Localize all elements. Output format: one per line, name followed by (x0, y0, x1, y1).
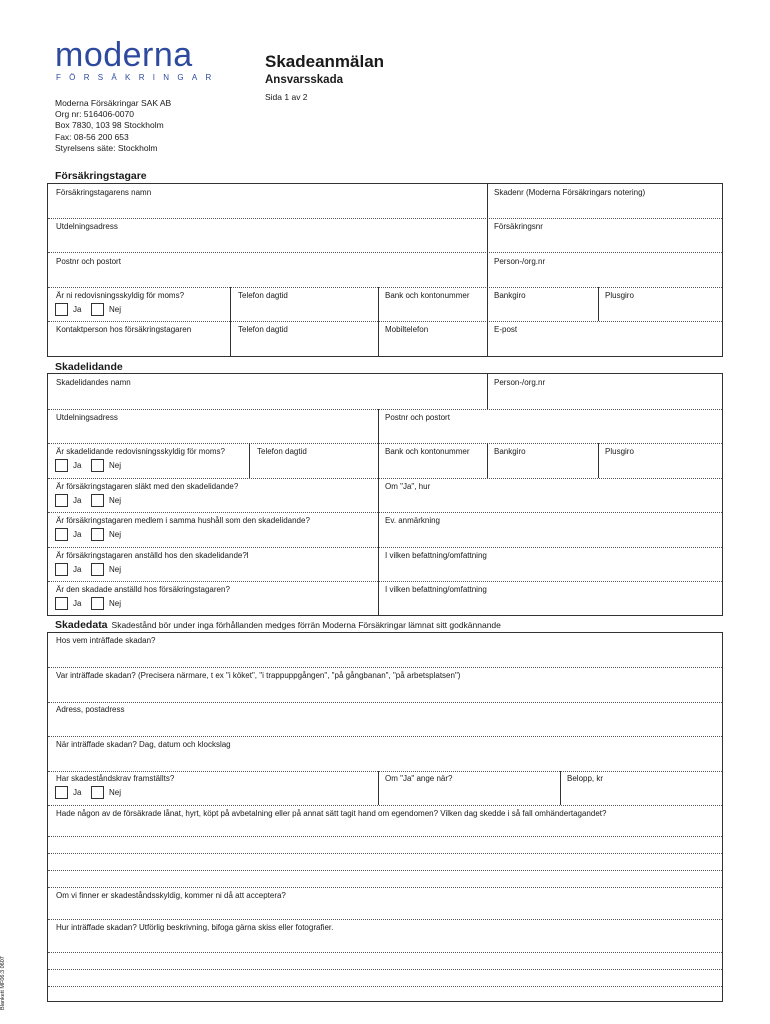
how-field[interactable]: Hur inträffade skadan? Utförlig beskrivning, bifoga gärna skiss eller fotografier. (56, 923, 334, 932)
household-question: Är försäkringstagaren medlem i samma hushåll som den skadelidande? (56, 516, 310, 525)
injured-bankgiro-field[interactable]: Bankgiro (494, 447, 526, 456)
claim-question: Har skadeståndskrav framställts? (56, 774, 175, 783)
form-code: Blankett MF06:3 0607 (0, 956, 6, 1010)
injured-postal-field[interactable]: Postnr och postort (385, 413, 450, 422)
injured-phone-field[interactable]: Telefon dagtid (257, 447, 307, 456)
injured-vat-no-checkbox[interactable] (91, 459, 104, 472)
policyholder-postal-field[interactable]: Postnr och postort (56, 257, 121, 266)
company-org-nr: Org nr: 516406-0070 (55, 109, 134, 120)
section-heading-policyholder: Försäkringstagare (55, 170, 147, 182)
employed-yes-checkbox[interactable] (55, 563, 68, 576)
injured-person-number-field[interactable]: Person-/org.nr (494, 378, 546, 387)
employed-no-checkbox[interactable] (91, 563, 104, 576)
related-how-field[interactable]: Om "Ja", hur (385, 482, 431, 491)
related-no-label: Nej (109, 496, 122, 505)
damage-data-title: Skadedata (55, 619, 108, 631)
policyholder-plusgiro-field[interactable]: Plusgiro (605, 291, 634, 300)
where-who-field[interactable]: Hos vem inträffade skadan? (56, 636, 156, 645)
household-yes-label: Ja (73, 530, 82, 539)
page-number: Sida 1 av 2 (265, 92, 308, 102)
borrowed-field[interactable]: Hade någon av de försäkrade lånat, hyrt, köpt på avbetalning eller på annat sätt tagit hand om egendomen? Vilken dag skedde i så fall omhändertagandet? (56, 809, 607, 818)
policyholder-bankgiro-field[interactable]: Bankgiro (494, 291, 526, 300)
damage-address-field[interactable]: Adress, postadress (56, 705, 125, 714)
document-title: Skadeanmälan (265, 52, 385, 71)
contact-phone-field[interactable]: Telefon dagtid (238, 325, 288, 334)
policyholder-bank-field[interactable]: Bank och kontonummer (385, 291, 470, 300)
employed-no-label: Nej (109, 565, 122, 574)
employed2-role-field[interactable]: I vilken befattning/omfattning (385, 585, 487, 594)
injured-name-field[interactable]: Skadelidandes namn (56, 378, 131, 387)
employed2-no-checkbox[interactable] (91, 597, 104, 610)
employed-question: Är försäkringstagaren anställd hos den skadelidande?l (56, 551, 249, 560)
employed2-question: Är den skadade anställd hos försäkringstagaren? (56, 585, 230, 594)
company-address: Box 7830, 103 98 Stockholm (55, 120, 164, 131)
policyholder-vat-question: Är ni redovisningsskyldig för moms? (56, 291, 185, 300)
policyholder-name-field[interactable]: Försäkringstagarens namn (56, 188, 152, 197)
policyholder-section (47, 183, 723, 357)
contact-person-field[interactable]: Kontaktperson hos försäkringstagaren (56, 325, 192, 334)
section-heading-injured-party: Skadelidande (55, 361, 123, 373)
claim-yes-label: Ja (73, 788, 82, 797)
claim-when-field[interactable]: Om "Ja" ange när? (385, 774, 453, 783)
policyholder-vat-no-checkbox[interactable] (91, 303, 104, 316)
policyholder-vat-yes-checkbox[interactable] (55, 303, 68, 316)
remark-field[interactable]: Ev. anmärkning (385, 516, 440, 525)
when-field[interactable]: När inträffade skadan? Dag, datum och klockslag (56, 740, 231, 749)
where-field[interactable]: Var inträffade skadan? (Precisera närmare, t ex "i köket", "i trappuppgången", "på gångbanan", "på arbetsplatsen") (56, 671, 461, 680)
injured-plusgiro-field[interactable]: Plusgiro (605, 447, 634, 456)
section-heading-damage-data (55, 619, 501, 631)
household-no-label: Nej (109, 530, 122, 539)
injured-bank-field[interactable]: Bank och kontonummer (385, 447, 470, 456)
employed2-yes-checkbox[interactable] (55, 597, 68, 610)
household-no-checkbox[interactable] (91, 528, 104, 541)
mobile-phone-field[interactable]: Mobiltelefon (385, 325, 429, 334)
claim-no-label: Nej (109, 788, 122, 797)
policyholder-phone-field[interactable]: Telefon dagtid (238, 291, 288, 300)
email-field[interactable]: E-post (494, 325, 518, 334)
company-logo: moderna (55, 36, 193, 74)
employed2-yes-label: Ja (73, 599, 82, 608)
related-no-checkbox[interactable] (91, 494, 104, 507)
policyholder-address-field[interactable]: Utdelningsadress (56, 222, 118, 231)
injured-vat-no-label: Nej (109, 461, 122, 470)
amount-field[interactable]: Belopp, kr (567, 774, 604, 783)
company-seat: Styrelsens säte: Stockholm (55, 142, 158, 153)
company-info (55, 98, 171, 154)
injured-vat-question: Är skadelidande redovisningsskyldig för moms? (56, 447, 225, 456)
household-yes-checkbox[interactable] (55, 528, 68, 541)
damage-data-section (47, 632, 723, 1002)
claim-yes-checkbox[interactable] (55, 786, 68, 799)
related-yes-checkbox[interactable] (55, 494, 68, 507)
policyholder-vat-yes-label: Ja (73, 305, 82, 314)
injured-vat-yes-label: Ja (73, 461, 82, 470)
related-question: Är försäkringstagaren släkt med den skadelidande? (56, 482, 239, 491)
injured-party-section (47, 373, 723, 616)
injured-address-field[interactable]: Utdelningsadress (56, 413, 118, 422)
employed-role-field[interactable]: I vilken befattning/omfattning (385, 551, 487, 560)
company-fax: Fax: 08-56 200 653 (55, 131, 129, 142)
company-logo-subtitle: FÖRSÄKRINGAR (56, 73, 220, 82)
policyholder-person-number-field[interactable]: Person-/org.nr (494, 257, 546, 266)
claim-number-field[interactable]: Skadenr (Moderna Försäkringars notering) (494, 188, 646, 197)
damage-data-note: Skadestånd bör under inga förhållanden medges förrän Moderna Försäkringar lämnat sitt godkännande (111, 620, 501, 630)
document-subtitle: Ansvarsskada (265, 74, 343, 86)
employed-yes-label: Ja (73, 565, 82, 574)
policyholder-vat-no-label: Nej (109, 305, 122, 314)
employed2-no-label: Nej (109, 599, 122, 608)
claim-no-checkbox[interactable] (91, 786, 104, 799)
company-name: Moderna Försäkringar SAK AB (55, 98, 172, 108)
policy-number-field[interactable]: Försäkringsnr (494, 222, 543, 231)
related-yes-label: Ja (73, 496, 82, 505)
accept-field[interactable]: Om vi finner er skadeståndsskyldig, kommer ni då att acceptera? (56, 891, 286, 900)
injured-vat-yes-checkbox[interactable] (55, 459, 68, 472)
